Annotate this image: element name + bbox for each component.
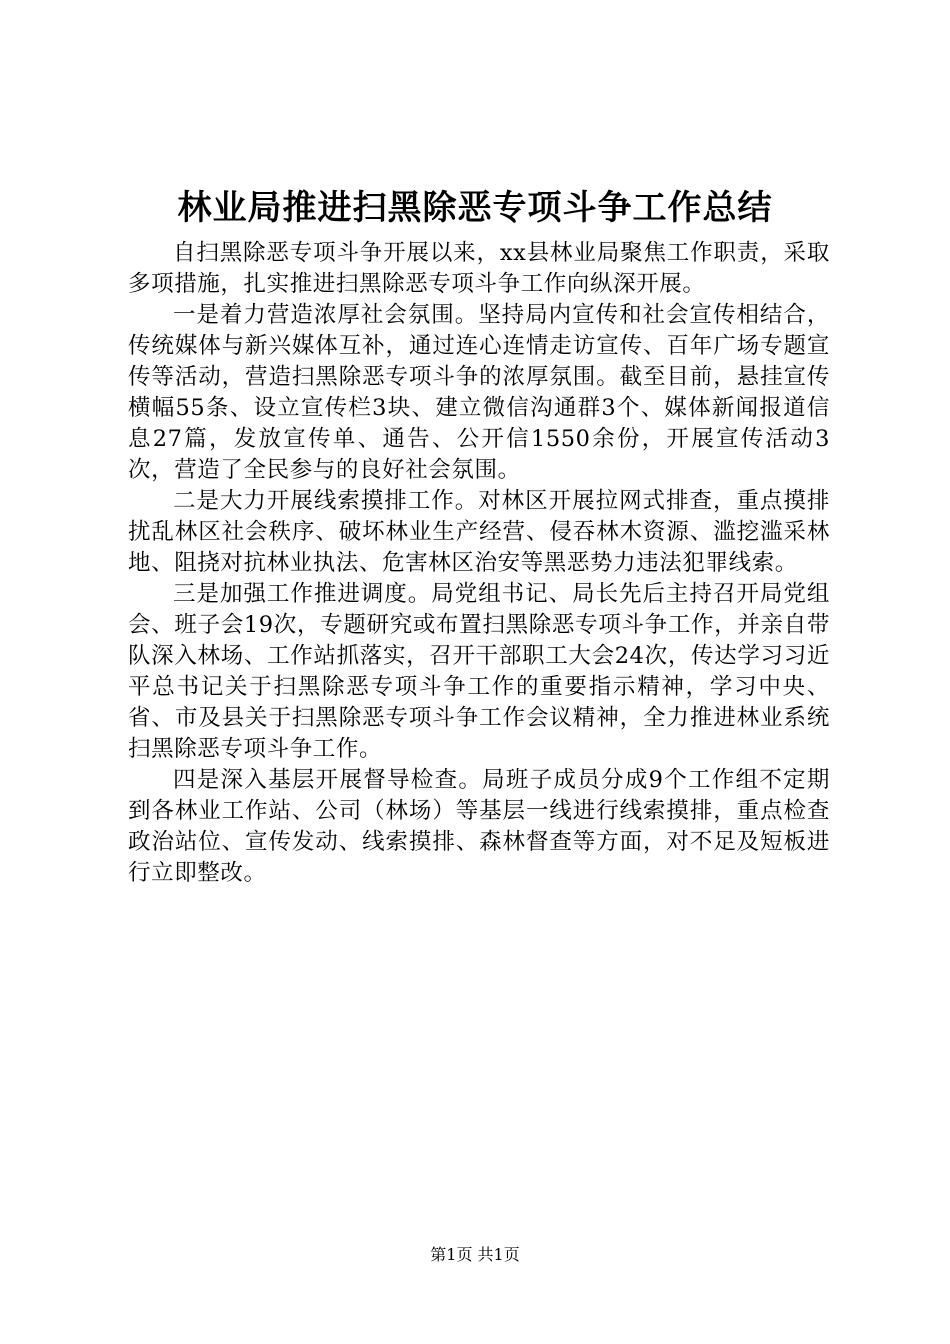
page-number-footer: 第1页 共1页 [430, 1245, 520, 1264]
paragraph-clue-investigation: 二是大力开展线索摸排工作。对林区开展拉网式排查，重点摸排扰乱林区社会秩序、破坏林业生产经营、侵吞林木资源、滥挖滥采林地、阻挠对抗林业执法、危害林区治安等黑恶势力违法犯罪线索。 [128, 488, 830, 576]
paragraph-inspection: 四是深入基层开展督导检查。局班子成员分成9个工作组不定期到各林业工作站、公司（林场）等基层一线进行线索摸排，重点检查政治站位、宣传发动、线索摸排、森林督查等方面，对不足及短板进行立即整改。 [128, 767, 830, 886]
paragraph-intro: 自扫黑除恶专项斗争开展以来，xx县林业局聚焦工作职责，采取多项措施，扎实推进扫黑除恶专项斗争工作向纵深开展。 [128, 240, 830, 297]
paragraph-publicity: 一是着力营造浓厚社会氛围。坚持局内宣传和社会宣传相结合，传统媒体与新兴媒体互补，通过连心连情走访宣传、百年广场专题宣传等活动，营造扫黑除恶专项斗争的浓厚氛围。截至目前，悬挂宣传横幅55条、设立宣传栏3块、建立微信沟通群3个、媒体新闻报道信息27篇，发放宣传单、通告、公开信1550余份，开展宣传活动3次，营造了全民参与的良好社会氛围。 [128, 302, 830, 483]
document-title: 林业局推进扫黑除恶专项斗争工作总结 [177, 188, 773, 228]
paragraph-work-scheduling: 三是加强工作推进调度。局党组书记、局长先后主持召开局党组会、班子会19次，专题研究或布置扫黑除恶专项斗争工作，并亲自带队深入林场、工作站抓落实，召开干部职工大会24次，传达学习习近平总书记关于扫黑除恶专项斗争工作的重要指示精神，学习中央、省、市及县关于扫黑除恶专项斗争工作会议精神，全力推进林业系统扫黑除恶专项斗争工作。 [128, 581, 830, 762]
document-body [128, 238, 830, 889]
